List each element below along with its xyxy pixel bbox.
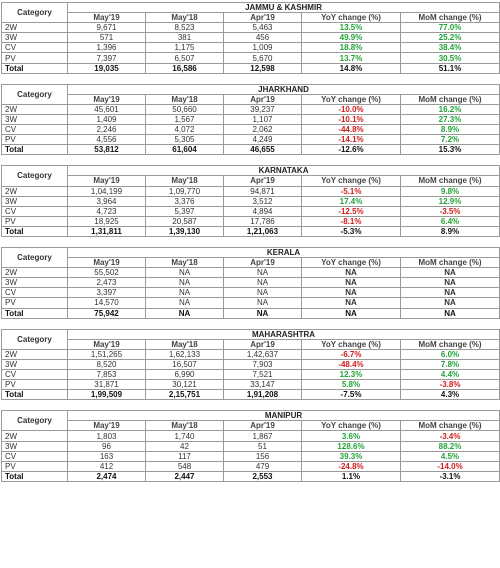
mom-change-cell: 16.2% [401, 104, 500, 114]
mom-change-cell: 6.0% [401, 349, 500, 359]
column-header: Apr'19 [224, 421, 302, 431]
column-header: YoY change (%) [302, 13, 401, 23]
may18-cell: NA [146, 288, 224, 298]
column-header: May'18 [146, 13, 224, 23]
mom-change-cell: 4.4% [401, 370, 500, 380]
may19-cell: 7,853 [68, 370, 146, 380]
state-table [1, 165, 500, 237]
table-spacer [1, 155, 499, 165]
category-cell: Total [2, 471, 68, 481]
yoy-change-cell: -12.6% [302, 145, 401, 155]
column-header: YoY change (%) [302, 421, 401, 431]
column-header-row [2, 94, 500, 104]
yoy-change-cell: -5.1% [302, 186, 401, 196]
column-header: YoY change (%) [302, 258, 401, 268]
category-cell: 2W [2, 104, 68, 114]
mom-change-cell: 12.9% [401, 196, 500, 206]
mom-change-cell: 7.8% [401, 359, 500, 369]
column-header: May'18 [146, 94, 224, 104]
column-header-row [2, 258, 500, 268]
may19-cell: 1,99,509 [68, 390, 146, 400]
category-cell: 3W [2, 33, 68, 43]
apr19-cell: 456 [224, 33, 302, 43]
table-row [2, 451, 500, 461]
may19-cell: 14,570 [68, 298, 146, 308]
state-header-row [2, 84, 500, 94]
may18-cell: NA [146, 278, 224, 288]
yoy-change-cell: -7.5% [302, 390, 401, 400]
may19-cell: 1,04,199 [68, 186, 146, 196]
column-header: YoY change (%) [302, 176, 401, 186]
category-cell: CV [2, 206, 68, 216]
yoy-change-cell: NA [302, 298, 401, 308]
table-spacer [1, 237, 499, 247]
may19-cell: 4,723 [68, 206, 146, 216]
yoy-change-cell: 39.3% [302, 451, 401, 461]
column-header: May'19 [68, 13, 146, 23]
category-cell: CV [2, 370, 68, 380]
mom-change-cell: 4.3% [401, 390, 500, 400]
may19-cell: 2,246 [68, 125, 146, 135]
table-row [2, 380, 500, 390]
yoy-change-cell: NA [302, 268, 401, 278]
category-cell: 3W [2, 359, 68, 369]
apr19-cell: NA [224, 278, 302, 288]
state-header-row [2, 411, 500, 421]
yoy-change-cell: NA [302, 278, 401, 288]
category-cell: CV [2, 288, 68, 298]
apr19-cell: 5,670 [224, 53, 302, 63]
mom-change-cell: NA [401, 278, 500, 288]
may18-cell: 6,990 [146, 370, 224, 380]
may18-cell: 2,447 [146, 471, 224, 481]
category-cell: 3W [2, 114, 68, 124]
yoy-change-cell: 13.5% [302, 23, 401, 33]
may19-cell: 55,502 [68, 268, 146, 278]
category-cell: PV [2, 380, 68, 390]
may19-cell: 31,871 [68, 380, 146, 390]
mom-change-cell: -3.5% [401, 206, 500, 216]
category-cell: CV [2, 125, 68, 135]
column-header: May'19 [68, 339, 146, 349]
mom-change-cell: NA [401, 298, 500, 308]
mom-change-cell: -3.4% [401, 431, 500, 441]
table-row [2, 53, 500, 63]
table-row [2, 216, 500, 226]
column-header: MoM change (%) [401, 421, 500, 431]
yoy-change-cell: 49.9% [302, 33, 401, 43]
may19-cell: 1,409 [68, 114, 146, 124]
apr19-cell: NA [224, 298, 302, 308]
mom-change-cell: -3.8% [401, 380, 500, 390]
may19-cell: 75,942 [68, 308, 146, 318]
yoy-change-cell: 14.8% [302, 63, 401, 73]
state-name: KERALA [68, 247, 500, 257]
table-row [2, 43, 500, 53]
yoy-change-cell: -44.8% [302, 125, 401, 135]
table-row [2, 268, 500, 278]
category-header: Category [2, 84, 68, 104]
table-row [2, 104, 500, 114]
apr19-cell: 7,903 [224, 359, 302, 369]
may18-cell: 1,740 [146, 431, 224, 441]
apr19-cell: 1,21,063 [224, 226, 302, 236]
mom-change-cell: NA [401, 308, 500, 318]
column-header: MoM change (%) [401, 94, 500, 104]
column-header: Apr'19 [224, 13, 302, 23]
yoy-change-cell: -6.7% [302, 349, 401, 359]
category-cell: PV [2, 135, 68, 145]
table-row [2, 206, 500, 216]
mom-change-cell: 51.1% [401, 63, 500, 73]
state-table [1, 247, 500, 319]
apr19-cell: 2,553 [224, 471, 302, 481]
may19-cell: 53,812 [68, 145, 146, 155]
category-cell: 2W [2, 186, 68, 196]
column-header: MoM change (%) [401, 339, 500, 349]
category-cell: PV [2, 298, 68, 308]
column-header: May'19 [68, 258, 146, 268]
yoy-change-cell: NA [302, 308, 401, 318]
category-cell: Total [2, 226, 68, 236]
may18-cell: 4,072 [146, 125, 224, 135]
apr19-cell: 4,894 [224, 206, 302, 216]
category-cell: 2W [2, 349, 68, 359]
may19-cell: 3,964 [68, 196, 146, 206]
table-row [2, 23, 500, 33]
may18-cell: NA [146, 298, 224, 308]
state-table [1, 84, 500, 156]
mom-change-cell: 25.2% [401, 33, 500, 43]
apr19-cell: NA [224, 308, 302, 318]
yoy-change-cell: 12.3% [302, 370, 401, 380]
category-header: Category [2, 166, 68, 186]
total-row [2, 226, 500, 236]
may19-cell: 163 [68, 451, 146, 461]
category-cell: 2W [2, 268, 68, 278]
column-header: May'19 [68, 421, 146, 431]
state-table [1, 410, 500, 482]
column-header: May'18 [146, 421, 224, 431]
may19-cell: 1,396 [68, 43, 146, 53]
yoy-change-cell: 128.6% [302, 441, 401, 451]
may18-cell: 3,376 [146, 196, 224, 206]
table-spacer [1, 400, 499, 410]
may18-cell: NA [146, 308, 224, 318]
yoy-change-cell: 1.1% [302, 471, 401, 481]
may19-cell: 1,31,811 [68, 226, 146, 236]
apr19-cell: 1,107 [224, 114, 302, 124]
state-name: JHARKHAND [68, 84, 500, 94]
may18-cell: 6,507 [146, 53, 224, 63]
category-cell: PV [2, 216, 68, 226]
may18-cell: 1,09,770 [146, 186, 224, 196]
category-cell: Total [2, 308, 68, 318]
column-header: Apr'19 [224, 339, 302, 349]
table-row [2, 349, 500, 359]
may18-cell: 1,39,130 [146, 226, 224, 236]
category-cell: Total [2, 390, 68, 400]
table-row [2, 278, 500, 288]
column-header: May'19 [68, 94, 146, 104]
may18-cell: 5,305 [146, 135, 224, 145]
may19-cell: 8,520 [68, 359, 146, 369]
may19-cell: 2,474 [68, 471, 146, 481]
apr19-cell: 2,062 [224, 125, 302, 135]
may19-cell: 571 [68, 33, 146, 43]
category-header: Category [2, 329, 68, 349]
column-header: May'18 [146, 258, 224, 268]
table-spacer [1, 319, 499, 329]
mom-change-cell: NA [401, 288, 500, 298]
yoy-change-cell: -10.0% [302, 104, 401, 114]
may18-cell: 2,15,751 [146, 390, 224, 400]
apr19-cell: 1,009 [224, 43, 302, 53]
mom-change-cell: 88.2% [401, 441, 500, 451]
column-header: YoY change (%) [302, 94, 401, 104]
category-cell: PV [2, 461, 68, 471]
category-header: Category [2, 411, 68, 431]
apr19-cell: 1,42,637 [224, 349, 302, 359]
mom-change-cell: -14.0% [401, 461, 500, 471]
total-row [2, 63, 500, 73]
table-row [2, 135, 500, 145]
yoy-change-cell: 13.7% [302, 53, 401, 63]
category-cell: CV [2, 43, 68, 53]
mom-change-cell: 38.4% [401, 43, 500, 53]
table-spacer [1, 74, 499, 84]
apr19-cell: 39,237 [224, 104, 302, 114]
may19-cell: 45,601 [68, 104, 146, 114]
state-name: MAHARASHTRA [68, 329, 500, 339]
apr19-cell: 1,91,208 [224, 390, 302, 400]
table-row [2, 196, 500, 206]
total-row [2, 145, 500, 155]
may19-cell: 7,397 [68, 53, 146, 63]
may18-cell: 16,507 [146, 359, 224, 369]
apr19-cell: 4,249 [224, 135, 302, 145]
yoy-change-cell: -48.4% [302, 359, 401, 369]
state-header-row [2, 247, 500, 257]
may18-cell: 381 [146, 33, 224, 43]
may18-cell: 61,604 [146, 145, 224, 155]
apr19-cell: 7,521 [224, 370, 302, 380]
apr19-cell: 1,867 [224, 431, 302, 441]
total-row [2, 471, 500, 481]
state-table [1, 329, 500, 401]
may18-cell: 1,62,133 [146, 349, 224, 359]
apr19-cell: NA [224, 268, 302, 278]
may18-cell: 548 [146, 461, 224, 471]
state-header-row [2, 329, 500, 339]
category-cell: Total [2, 145, 68, 155]
may19-cell: 3,397 [68, 288, 146, 298]
may18-cell: 50,660 [146, 104, 224, 114]
column-header: YoY change (%) [302, 339, 401, 349]
yoy-change-cell: -12.5% [302, 206, 401, 216]
category-cell: 2W [2, 431, 68, 441]
category-header: Category [2, 3, 68, 23]
yoy-change-cell: -5.3% [302, 226, 401, 236]
mom-change-cell: 7.2% [401, 135, 500, 145]
may19-cell: 9,671 [68, 23, 146, 33]
category-header: Category [2, 247, 68, 267]
apr19-cell: 33,147 [224, 380, 302, 390]
mom-change-cell: 15.3% [401, 145, 500, 155]
mom-change-cell: 8.9% [401, 125, 500, 135]
table-row [2, 370, 500, 380]
mom-change-cell: 6.4% [401, 216, 500, 226]
state-name: KARNATAKA [68, 166, 500, 176]
state-table [1, 2, 500, 74]
may18-cell: 30,121 [146, 380, 224, 390]
total-row [2, 308, 500, 318]
yoy-change-cell: -24.8% [302, 461, 401, 471]
mom-change-cell: 30.5% [401, 53, 500, 63]
apr19-cell: 12,598 [224, 63, 302, 73]
column-header-row [2, 339, 500, 349]
column-header: MoM change (%) [401, 176, 500, 186]
table-row [2, 114, 500, 124]
apr19-cell: 51 [224, 441, 302, 451]
mom-change-cell: 77.0% [401, 23, 500, 33]
may18-cell: 16,586 [146, 63, 224, 73]
table-row [2, 298, 500, 308]
category-cell: 2W [2, 23, 68, 33]
apr19-cell: NA [224, 288, 302, 298]
yoy-change-cell: 18.8% [302, 43, 401, 53]
yoy-change-cell: -14.1% [302, 135, 401, 145]
apr19-cell: 479 [224, 461, 302, 471]
category-cell: CV [2, 451, 68, 461]
column-header-row [2, 13, 500, 23]
may19-cell: 18,925 [68, 216, 146, 226]
state-header-row [2, 166, 500, 176]
apr19-cell: 46,655 [224, 145, 302, 155]
apr19-cell: 17,786 [224, 216, 302, 226]
apr19-cell: 3,512 [224, 196, 302, 206]
column-header-row [2, 176, 500, 186]
may19-cell: 1,51,265 [68, 349, 146, 359]
may18-cell: 20,587 [146, 216, 224, 226]
column-header: Apr'19 [224, 176, 302, 186]
yoy-change-cell: -10.1% [302, 114, 401, 124]
may19-cell: 96 [68, 441, 146, 451]
yoy-change-cell: NA [302, 288, 401, 298]
yoy-change-cell: 17.4% [302, 196, 401, 206]
state-header-row [2, 3, 500, 13]
may18-cell: 5,397 [146, 206, 224, 216]
category-cell: PV [2, 53, 68, 63]
may19-cell: 4,556 [68, 135, 146, 145]
may18-cell: 8,523 [146, 23, 224, 33]
category-cell: 3W [2, 441, 68, 451]
table-row [2, 186, 500, 196]
column-header: May'18 [146, 176, 224, 186]
mom-change-cell: 8.9% [401, 226, 500, 236]
category-cell: Total [2, 63, 68, 73]
state-name: JAMMU & KASHMIR [68, 3, 500, 13]
column-header: Apr'19 [224, 94, 302, 104]
mom-change-cell: -3.1% [401, 471, 500, 481]
may19-cell: 2,473 [68, 278, 146, 288]
total-row [2, 390, 500, 400]
state-name: MANIPUR [68, 411, 500, 421]
table-row [2, 288, 500, 298]
table-row [2, 441, 500, 451]
yoy-change-cell: 5.8% [302, 380, 401, 390]
mom-change-cell: 9.8% [401, 186, 500, 196]
may18-cell: 1,175 [146, 43, 224, 53]
yoy-change-cell: 3.6% [302, 431, 401, 441]
column-header: May'18 [146, 339, 224, 349]
may19-cell: 412 [68, 461, 146, 471]
may18-cell: 117 [146, 451, 224, 461]
may19-cell: 19,035 [68, 63, 146, 73]
table-row [2, 33, 500, 43]
column-header: MoM change (%) [401, 258, 500, 268]
column-header: MoM change (%) [401, 13, 500, 23]
may18-cell: 1,567 [146, 114, 224, 124]
mom-change-cell: 4.5% [401, 451, 500, 461]
may18-cell: 42 [146, 441, 224, 451]
yoy-change-cell: -8.1% [302, 216, 401, 226]
category-cell: 3W [2, 196, 68, 206]
apr19-cell: 94,871 [224, 186, 302, 196]
table-row [2, 359, 500, 369]
apr19-cell: 156 [224, 451, 302, 461]
mom-change-cell: NA [401, 268, 500, 278]
column-header: May'19 [68, 176, 146, 186]
column-header: Apr'19 [224, 258, 302, 268]
may18-cell: NA [146, 268, 224, 278]
table-row [2, 461, 500, 471]
table-row [2, 431, 500, 441]
may19-cell: 1,803 [68, 431, 146, 441]
category-cell: 3W [2, 278, 68, 288]
mom-change-cell: 27.3% [401, 114, 500, 124]
apr19-cell: 5,463 [224, 23, 302, 33]
table-row [2, 125, 500, 135]
column-header-row [2, 421, 500, 431]
